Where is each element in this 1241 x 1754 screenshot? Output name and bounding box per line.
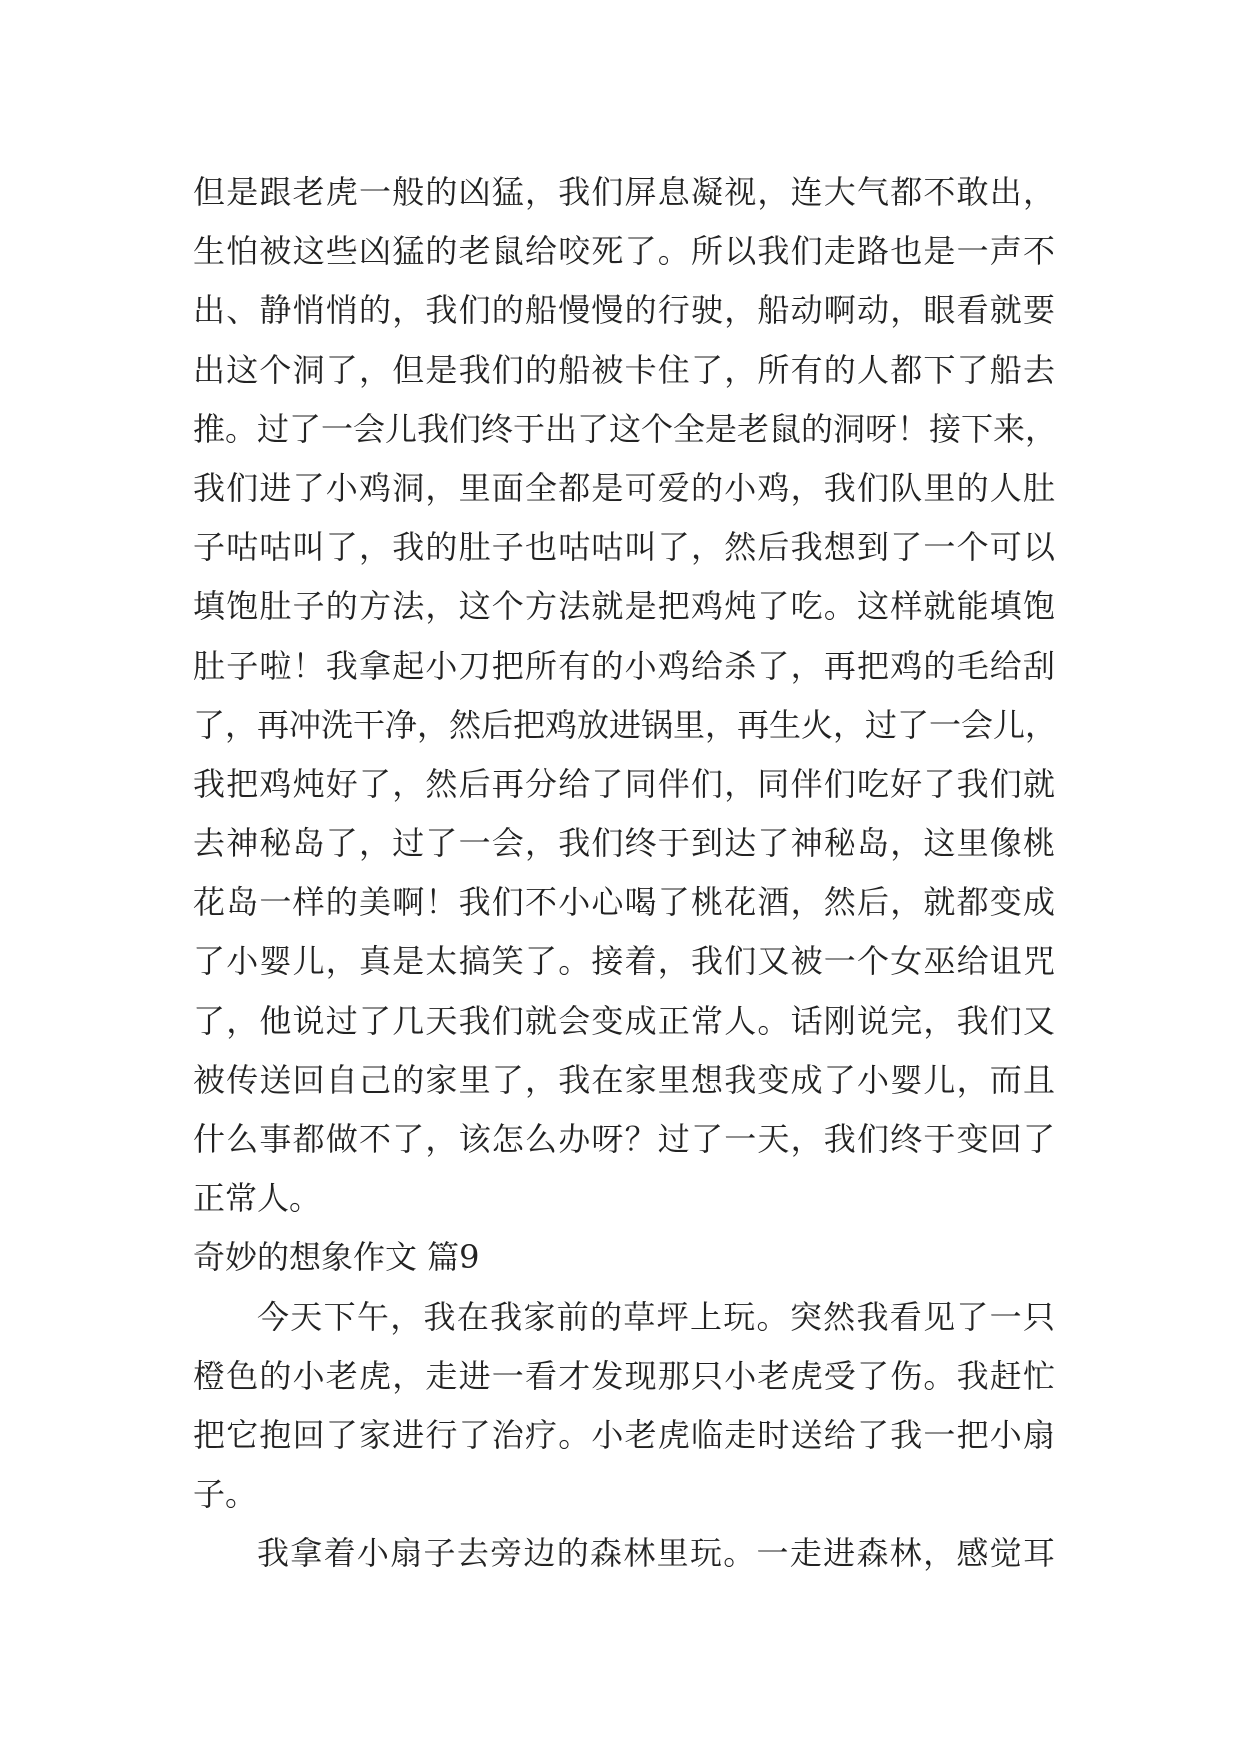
- text-line: 子咕咕叫了，我的肚子也咕咕叫了，然后我想到了一个可以: [193, 528, 1055, 567]
- text-line: 花岛一样的美啊！我们不小心喝了桃花酒，然后，就都变成: [193, 883, 1055, 922]
- text-line: 但是跟老虎一般的凶猛，我们屏息凝视，连大气都不敢出，: [193, 173, 1055, 211]
- section-heading: 奇妙的想象作文 篇9: [193, 1238, 480, 1277]
- text-line: 我们进了小鸡洞，里面全都是可爱的小鸡，我们队里的人肚: [193, 468, 1055, 507]
- text-line: 出、静悄悄的，我们的船慢慢的行驶，船动啊动，眼看就要: [193, 291, 1055, 330]
- text-line: 什么事都做不了，该怎么办呀？过了一天，我们终于变回了: [193, 1120, 1055, 1158]
- text-line: 把它抱回了家进行了治疗。小老虎临走时送给了我一把小扇: [193, 1415, 1055, 1454]
- text-line: 了，再冲洗干净，然后把鸡放进锅里，再生火，过了一会儿，: [193, 705, 1058, 744]
- text-line: 正常人。: [193, 1179, 322, 1218]
- document-body: [193, 163, 1058, 1584]
- text-line: 推。过了一会儿我们终于出了这个全是老鼠的洞呀！接下来，: [193, 409, 1058, 448]
- text-line: 我把鸡炖好了，然后再分给了同伴们，同伴们吃好了我们就: [193, 764, 1055, 803]
- text-line: 今天下午，我在我家前的草坪上玩。突然我看见了一只: [257, 1297, 1055, 1336]
- text-line: 出这个洞了，但是我们的船被卡住了，所有的人都下了船去: [193, 350, 1055, 389]
- text-line: 去神秘岛了，过了一会，我们终于到达了神秘岛，这里像桃: [193, 824, 1055, 863]
- text-line: 肚子啦！我拿起小刀把所有的小鸡给杀了，再把鸡的毛给刮: [193, 646, 1055, 685]
- text-line: 了小婴儿，真是太搞笑了。接着，我们又被一个女巫给诅咒: [193, 942, 1055, 981]
- text-line: 了，他说过了几天我们就会变成正常人。话刚说完，我们又: [193, 1001, 1055, 1040]
- text-line: 子。: [193, 1475, 258, 1514]
- text-line: 橙色的小老虎，走进一看才发现那只小老虎受了伤。我赶忙: [193, 1356, 1055, 1395]
- text-line: 生怕被这些凶猛的老鼠给咬死了。所以我们走路也是一声不: [193, 232, 1055, 271]
- text-line: 填饱肚子的方法，这个方法就是把鸡炖了吃。这样就能填饱: [193, 587, 1055, 626]
- text-line: 我拿着小扇子去旁边的森林里玩。一走进森林，感觉耳: [257, 1534, 1055, 1573]
- text-line: 被传送回自己的家里了，我在家里想我变成了小婴儿，而且: [193, 1060, 1055, 1099]
